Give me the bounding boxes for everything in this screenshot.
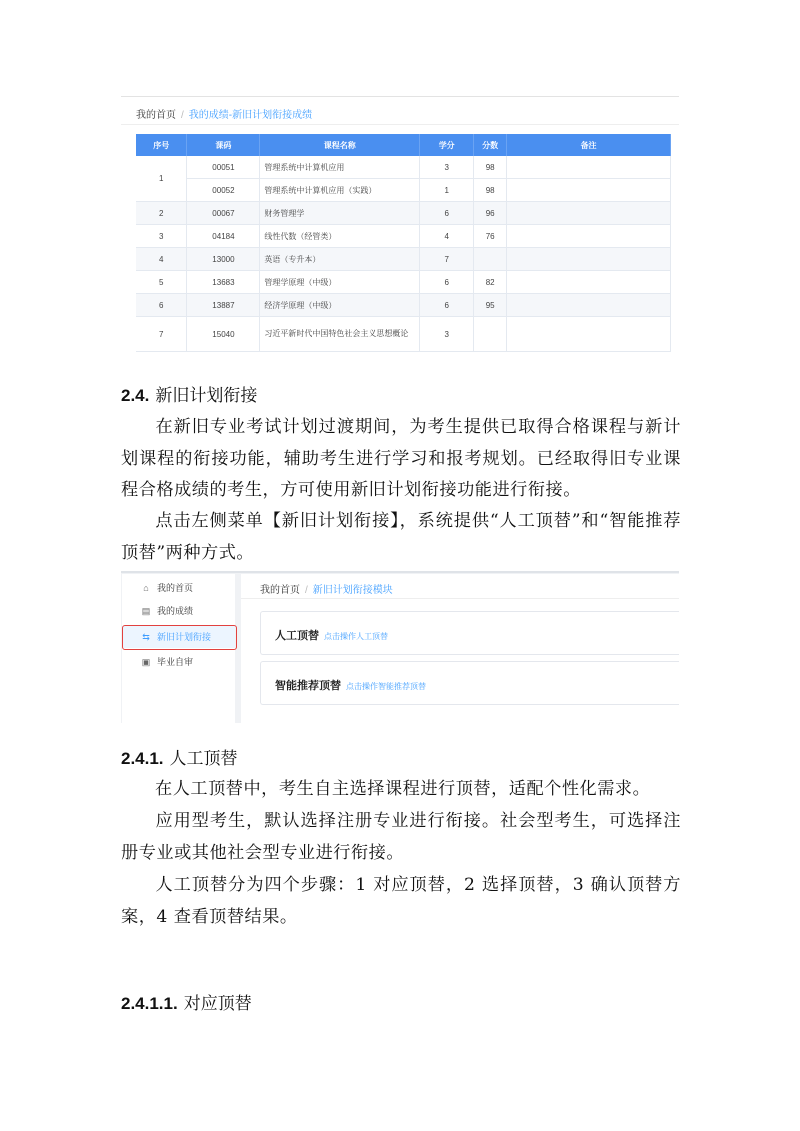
table-row: [136, 294, 671, 317]
cell-credit: 6: [420, 294, 474, 317]
section-number: 2.4.1.1.: [121, 994, 178, 1013]
paragraph-text: 点击左侧菜单【新旧计划衔接】，系统提供“人工顶替”和“智能推荐顶替”两种方式。: [121, 511, 681, 563]
cell-no: 7: [136, 317, 187, 352]
cell-code: 15040: [187, 317, 260, 352]
column-header-code: 课码: [187, 134, 260, 156]
cell-note: [507, 294, 671, 317]
cell-code: 13000: [187, 248, 260, 271]
main-panel: [241, 574, 679, 723]
breadcrumb-current: 我的成绩-新旧计划衔接成绩: [188, 110, 313, 121]
paragraph: [121, 806, 681, 869]
paragraph-text: 人工顶替分为四个步骤：1 对应顶替，2 选择顶替，3 确认顶替方案，4 查看顶替结果。: [121, 875, 681, 927]
table-row: [136, 225, 671, 248]
card-title: 智能推荐顶替: [275, 680, 341, 692]
cell-note: [507, 271, 671, 294]
paragraph: [121, 506, 681, 569]
breadcrumb: [136, 106, 312, 121]
cell-code: 13683: [187, 271, 260, 294]
column-header-score: 分数: [474, 134, 507, 156]
sidebar-item-scores[interactable]: [122, 600, 235, 622]
cell-score: 76: [474, 225, 507, 248]
cell-credit: 3: [420, 156, 474, 179]
cell-name: 英语（专升本）: [260, 248, 420, 271]
cell-name: 习近平新时代中国特色社会主义思想概论: [260, 317, 420, 352]
sidebar-menu: [122, 574, 235, 723]
cell-score: 98: [474, 156, 507, 179]
cell-code: 13887: [187, 294, 260, 317]
column-header-name: 课程名称: [260, 134, 420, 156]
cell-note: [507, 202, 671, 225]
table-row: [136, 248, 671, 271]
sidebar-item-label: 我的成绩: [157, 606, 194, 616]
cell-code: 00052: [187, 179, 260, 202]
breadcrumb-home[interactable]: 我的首页: [136, 110, 176, 121]
paragraph: [121, 412, 681, 507]
section-heading: [121, 744, 238, 769]
sidebar-item-label: 毕业自审: [157, 657, 194, 667]
column-header-note: 备注: [507, 134, 671, 156]
paragraph: [121, 774, 681, 806]
cell-credit: 7: [420, 248, 474, 271]
cell-score: 95: [474, 294, 507, 317]
document-icon: ▤: [141, 606, 151, 616]
column-header-no: 序号: [136, 134, 187, 156]
cell-no: 2: [136, 202, 187, 225]
sidebar-item-home[interactable]: [122, 577, 235, 599]
breadcrumb-home[interactable]: 我的首页: [260, 585, 300, 596]
table-row: [136, 156, 671, 179]
manual-replace-card: [260, 611, 679, 655]
column-header-credit: 学分: [420, 134, 474, 156]
sidebar-item-label: 我的首页: [157, 583, 194, 593]
score-table: [136, 134, 671, 352]
smart-replace-link[interactable]: 点击操作智能推荐顶替: [346, 682, 426, 691]
cell-no: 1: [136, 156, 187, 202]
cell-note: [507, 156, 671, 179]
breadcrumb: [260, 581, 393, 596]
cell-score: 82: [474, 271, 507, 294]
section-title: 对应顶替: [183, 994, 252, 1014]
cell-score: 96: [474, 202, 507, 225]
cell-note: [507, 179, 671, 202]
cell-score: [474, 317, 507, 352]
switch-icon: ⇆: [142, 632, 150, 642]
highlight-box: [122, 625, 237, 650]
sidebar-item-label: 新旧计划衔接: [157, 632, 212, 642]
card-title: 人工顶替: [275, 630, 319, 642]
divider: [121, 124, 679, 125]
cell-credit: 4: [420, 225, 474, 248]
cell-score: [474, 248, 507, 271]
cell-name: 管理学原理（中级）: [260, 271, 420, 294]
module-screenshot: [121, 571, 679, 723]
table-header-row: [136, 134, 671, 156]
paragraph-text: 在人工顶替中，考生自主选择课程进行顶替，适配个性化需求。: [155, 779, 651, 799]
cell-score: 98: [474, 179, 507, 202]
paragraph-text: 在新旧专业考试计划过渡期间，为考生提供已取得合格课程与新计划课程的衔接功能，辅助考生进行学习和报考规划。已经取得旧专业课程合格成绩的考生，方可使用新旧计划衔接功能进行衔接。: [121, 417, 681, 500]
cell-credit: 6: [420, 202, 474, 225]
divider: [241, 598, 679, 599]
breadcrumb-current: 新旧计划衔接模块: [312, 585, 393, 596]
divider: [121, 96, 679, 97]
paragraph-text: 应用型考生，默认选择注册专业进行衔接。社会型考生，可选择注册专业或其他社会型专业进行衔接。: [121, 811, 681, 863]
cell-code: 00051: [187, 156, 260, 179]
cell-name: 管理系统中计算机应用: [260, 156, 420, 179]
cell-code: 00067: [187, 202, 260, 225]
section-title: 人工顶替: [169, 749, 238, 769]
cell-credit: 6: [420, 271, 474, 294]
breadcrumb-separator: /: [305, 585, 308, 596]
breadcrumb-separator: /: [181, 110, 184, 121]
section-heading: [121, 989, 252, 1014]
cell-no: 3: [136, 225, 187, 248]
paragraph: [121, 870, 681, 933]
score-screenshot: [121, 96, 679, 362]
cell-note: [507, 248, 671, 271]
cell-no: 6: [136, 294, 187, 317]
cell-code: 04184: [187, 225, 260, 248]
cell-no: 4: [136, 248, 187, 271]
cell-name: 经济学原理（中级）: [260, 294, 420, 317]
section-title: 新旧计划衔接: [155, 386, 258, 406]
section-number: 2.4.: [121, 386, 150, 405]
cell-name: 线性代数（经管类）: [260, 225, 420, 248]
table-row: [136, 179, 671, 202]
calendar-icon: ▣: [141, 657, 151, 667]
section-heading: [121, 381, 257, 406]
smart-replace-card: [260, 661, 679, 705]
cell-no: 5: [136, 271, 187, 294]
table-row: [136, 271, 671, 294]
cell-credit: 3: [420, 317, 474, 352]
cell-note: [507, 317, 671, 352]
cell-note: [507, 225, 671, 248]
divider: [121, 571, 679, 573]
sidebar-item-graduation-review[interactable]: [122, 651, 235, 673]
manual-replace-link[interactable]: 点击操作人工顶替: [324, 632, 388, 641]
cell-name: 管理系统中计算机应用（实践）: [260, 179, 420, 202]
cell-credit: 1: [420, 179, 474, 202]
cell-name: 财务管理学: [260, 202, 420, 225]
table-row: [136, 202, 671, 225]
table-row: [136, 317, 671, 352]
home-icon: ⌂: [143, 583, 149, 593]
section-number: 2.4.1.: [121, 749, 164, 768]
